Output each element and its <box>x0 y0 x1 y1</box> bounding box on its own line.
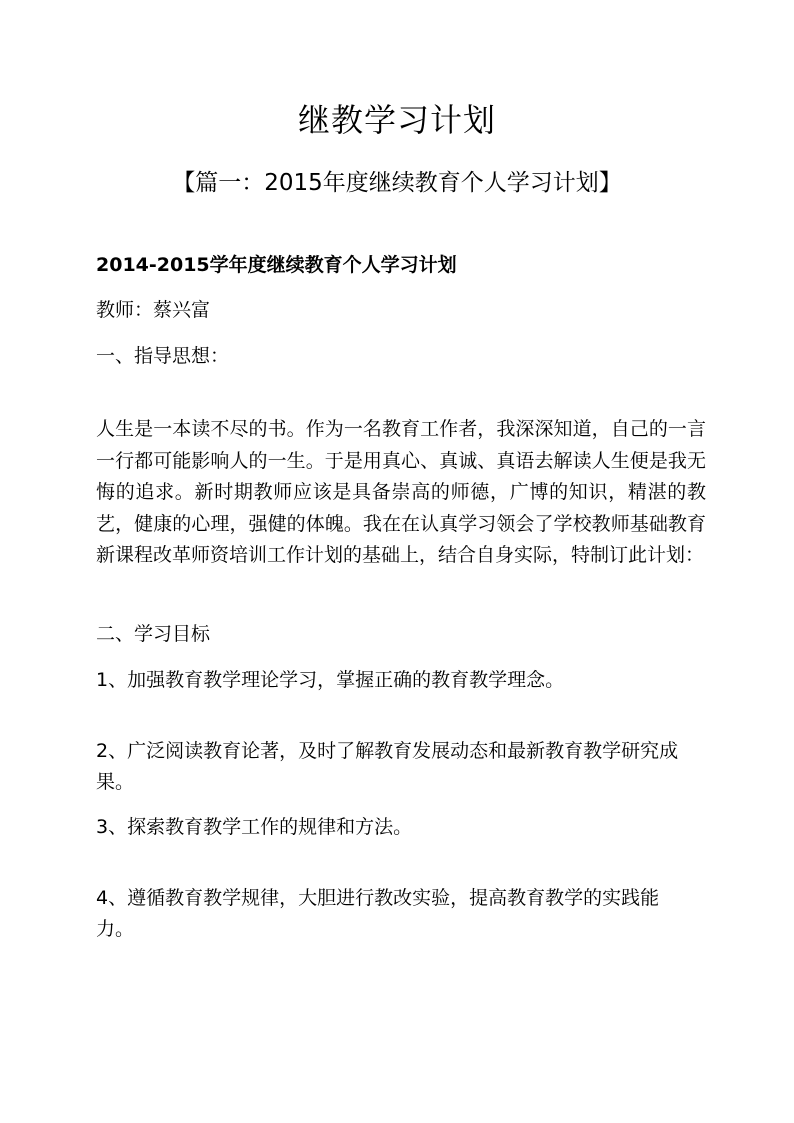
section-1-body: 人生是一本读不尽的书。作为一名教育工作者，我深深知道，自己的一言一行都可能影响人的一生。于是用真心、真诚、真语去解读人生便是我无悔的追求。新时期教师应该是具备崇高的师德，广博的知识，精湛的教艺，健康的心理，强健的体魄。我在在认真学习领会了学校教师基础教育新课程改革师资培训工作计划的基础上，结合自身实际，特制订此计划： <box>96 418 706 566</box>
goal-item: 1、加强教育教学理论学习，掌握正确的教育教学理念。 <box>96 669 565 691</box>
teacher-name: 教师：蔡兴富 <box>96 299 211 321</box>
goal-item: 3、探索教育教学工作的规律和方法。 <box>96 816 413 838</box>
plan-heading: 2014-2015学年度继续教育个人学习计划 <box>96 254 457 276</box>
section-2-title: 二、学习目标 <box>96 623 211 645</box>
goal-item: 2、广泛阅读教育论著，及时了解教育发展动态和最新教育教学研究成果。 <box>96 740 679 793</box>
section-1-title: 一、指导思想： <box>96 345 230 367</box>
document-title: 继教学习计划 <box>297 101 496 139</box>
goal-item: 4、遵循教育教学规律，大胆进行教改实验，提高教育教学的实践能力。 <box>96 887 660 940</box>
document-subtitle: 【篇一：2015年度继续教育个人学习计划】 <box>172 170 622 196</box>
